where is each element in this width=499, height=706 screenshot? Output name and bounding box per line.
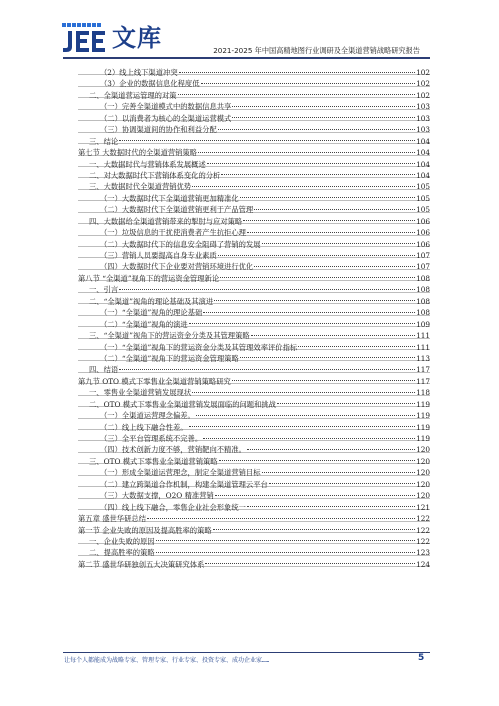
toc-leader-dots <box>232 110 415 121</box>
toc-entry-label: （一）“全渠道”视角下的营运资金分类及其管理效率评价指标 <box>100 342 298 352</box>
table-of-contents <box>78 64 430 567</box>
toc-entry-label: 二、提高胜率的策略 <box>89 548 155 558</box>
toc-leader-dots <box>262 236 416 247</box>
toc-leader-dots <box>254 258 415 269</box>
toc-entry-label: 二、“全渠道”视角的理论基础及其演进 <box>89 296 214 306</box>
toc-entry-label: 四、大数据给全渠道营销带来的掣肘与应对策略 <box>89 216 243 226</box>
toc-entry-label: 一、零售业全渠道营销发展现状 <box>89 388 192 398</box>
toc-leader-dots <box>119 281 415 292</box>
toc-entry-page: 108 <box>416 273 430 283</box>
logo-text: 文库 <box>112 24 162 52</box>
toc-entry-label: （三）营销人员要提高自身专业素质 <box>100 251 217 260</box>
toc-entry-page: 119 <box>416 434 430 443</box>
toc-entry-label: （一）垃圾信息的干扰使消费者产生抗拒心理 <box>100 228 246 238</box>
toc-entry-label: （一）全渠道运营理念偏差。 <box>100 411 195 421</box>
toc-entry-page: 122 <box>416 525 430 535</box>
toc-entry-page: 105 <box>416 182 430 192</box>
toc-entry-label: （三）协调渠道间的协作和利益分配 <box>100 125 217 135</box>
toc-entry-page: 106 <box>416 228 430 238</box>
toc-entry-label: （二）建立跨渠道合作机制，构建全渠道管理云平台 <box>100 479 268 489</box>
toc-leader-dots <box>213 522 415 533</box>
toc-entry-page: 120 <box>416 491 430 501</box>
toc-leader-dots <box>220 270 415 281</box>
toc-leader-dots <box>147 510 415 521</box>
toc-leader-dots <box>207 156 415 167</box>
toc-entry-label: （一）大数据时代下全渠道营销更加精准化 <box>100 193 239 203</box>
toc-leader-dots <box>247 441 415 452</box>
toc-entry-label: （二）以消费者为核心的全渠道运营模式 <box>100 113 232 123</box>
toc-leader-dots <box>179 64 415 75</box>
toc-entry-page: 117 <box>416 376 430 386</box>
toc-entry-page: 119 <box>416 399 430 409</box>
logo-mark-icon <box>62 23 108 53</box>
toc-entry-label: （一）“全渠道”视角的理论基础 <box>100 308 203 318</box>
toc-entry-label: 二、对大数据时代下营销体系变化的分析 <box>89 170 221 180</box>
toc-entry-label: 四、结语 <box>89 365 119 375</box>
toc-leader-dots <box>178 87 416 98</box>
toc-entry-page: 117 <box>416 365 430 375</box>
toc-leader-dots <box>119 133 415 144</box>
toc-entry-page: 119 <box>416 411 430 421</box>
toc-entry-page: 104 <box>416 136 430 146</box>
toc-entry-page: 121 <box>416 502 430 512</box>
toc-leader-dots <box>243 213 415 224</box>
toc-entry[interactable] <box>78 361 430 375</box>
toc-leader-dots <box>251 327 415 338</box>
toc-leader-dots <box>219 453 415 464</box>
toc-leader-dots <box>215 487 415 498</box>
page-number: 5 <box>418 653 425 663</box>
toc-entry-label: （一）形成全渠道运营理念，制定全渠道营销目标 <box>100 468 261 478</box>
toc-entry-page: 109 <box>416 319 430 329</box>
toc-entry-page: 104 <box>416 170 430 180</box>
toc-leader-dots <box>218 247 415 258</box>
toc-entry-label: （3）企业的数据信息化程度低 <box>100 79 200 89</box>
toc-entry-page: 108 <box>416 296 430 306</box>
toc-entry-label: 第一节 企业失败的原因及提高胜率的策略 <box>78 525 212 535</box>
toc-leader-dots <box>203 304 415 315</box>
toc-entry-page: 118 <box>416 388 430 398</box>
logo <box>62 20 162 56</box>
toc-entry-label: （二）“全渠道”视角的演进 <box>100 319 188 329</box>
toc-leader-dots <box>218 121 415 132</box>
toc-entry-page: 111 <box>416 331 430 341</box>
toc-entry-label: （二）大数据时代下的信息安全阻碍了营销的发展 <box>100 239 261 249</box>
toc-entry-page: 123 <box>416 548 430 558</box>
toc-entry-page: 102 <box>416 90 430 100</box>
toc-entry-page: 105 <box>416 193 430 203</box>
toc-leader-dots <box>232 98 415 109</box>
toc-leader-dots <box>201 75 416 86</box>
toc-entry-label: （二）“全渠道”视角下的营运资金管理策略 <box>100 353 239 363</box>
toc-entry-page: 105 <box>416 205 430 215</box>
toc-leader-dots <box>262 464 416 475</box>
toc-leader-dots <box>156 544 415 555</box>
toc-leader-dots <box>196 407 415 418</box>
toc-entry[interactable] <box>78 281 430 295</box>
toc-entry-page: 107 <box>416 262 430 272</box>
toc-leader-dots <box>298 339 415 350</box>
toc-entry-label: （四）技术创新力度不够，营销靶向不精准。 <box>100 445 246 455</box>
toc-entry-label: （三）全平台管理系统不完善。 <box>100 434 203 443</box>
toc-leader-dots <box>189 316 415 327</box>
toc-leader-dots <box>240 350 415 361</box>
toc-entry-page: 120 <box>416 479 430 489</box>
toc-entry-label: 一、大数据时代与营销体系发展概述 <box>89 159 206 169</box>
toc-leader-dots <box>189 419 416 430</box>
toc-entry-label: （2）线上线下渠道冲突 <box>100 68 178 77</box>
toc-entry-label: （二）大数据时代下全渠道营销更利于产品管理 <box>100 205 254 215</box>
toc-entry-page: 124 <box>416 559 430 569</box>
footer-slogan: 让每个人都能成为战略专家、管理专家、行业专家、投资专家、成功企业家…… <box>64 657 270 664</box>
toc-entry[interactable] <box>78 144 430 158</box>
toc-entry-label: 第五章 盛世华研总结 <box>78 514 146 524</box>
toc-entry-label: 一、企业失败的原因 <box>89 536 155 546</box>
toc-leader-dots <box>205 556 415 567</box>
toc-leader-dots <box>198 144 415 155</box>
toc-entry-label: 三、OTO 模式下零售业全渠道营销策略 <box>89 456 218 466</box>
toc-entry-page: 119 <box>416 422 430 432</box>
toc-entry-label: 二、全渠道营运管理的对策 <box>89 90 177 100</box>
toc-entry-page: 108 <box>416 285 430 295</box>
toc-leader-dots <box>203 430 415 441</box>
footer-divider <box>63 652 430 653</box>
toc-entry[interactable] <box>78 64 430 75</box>
toc-entry-label: 三、大数据时代全渠道营销优势 <box>89 182 192 192</box>
toc-entry-page: 102 <box>416 68 430 77</box>
toc-leader-dots <box>232 373 415 384</box>
toc-entry-label: 二、OTO 模式下零售业全渠道营销发展面临的问题和挑战 <box>89 399 276 409</box>
toc-entry-page: 106 <box>416 239 430 249</box>
toc-entry-label: （四）线上线下融合，零售企业社会形象统一 <box>100 502 246 512</box>
toc-leader-dots <box>254 201 415 212</box>
toc-entry-label: 第九节 OTO 模式下零售业全渠道营销策略研究 <box>78 376 231 386</box>
toc-entry-label: 一、引言 <box>89 285 119 295</box>
toc-entry-page: 108 <box>416 308 430 318</box>
toc-leader-dots <box>192 178 415 189</box>
toc-entry-page: 120 <box>416 445 430 455</box>
toc-entry-label: （一）完善全渠道模式中的数据信息共享 <box>100 102 232 112</box>
toc-leader-dots <box>221 167 415 178</box>
toc-leader-dots <box>240 190 415 201</box>
toc-entry-page: 106 <box>416 216 430 226</box>
toc-entry[interactable] <box>78 293 430 304</box>
toc-entry-page: 102 <box>416 79 430 89</box>
toc-entry[interactable] <box>78 373 430 384</box>
toc-entry-page: 107 <box>416 251 430 260</box>
toc-entry-label: 第二节 盛世华研独创五大决策研究体系 <box>78 559 205 569</box>
toc-entry-page: 120 <box>416 456 430 466</box>
toc-entry-label: 三、“全渠道”视角下的营运资金分类及其管理策略 <box>89 331 250 341</box>
toc-entry-page: 111 <box>416 342 430 352</box>
toc-entry[interactable] <box>78 133 430 144</box>
toc-entry-page: 103 <box>416 125 430 135</box>
toc-entry-page: 104 <box>416 159 430 169</box>
toc-leader-dots <box>247 499 415 510</box>
toc-entry-page: 104 <box>416 148 430 158</box>
toc-leader-dots <box>277 396 415 407</box>
toc-entry-label: （三）大数据支撑，O2O 精准营销 <box>100 491 214 501</box>
toc-entry-label: （四）大数据时代下企业要对营销环境进行优化 <box>100 262 254 272</box>
toc-entry-page: 120 <box>416 468 430 478</box>
toc-leader-dots <box>269 476 415 487</box>
toc-leader-dots <box>156 533 415 544</box>
toc-entry-page: 103 <box>416 113 430 123</box>
toc-entry-page: 113 <box>416 353 430 363</box>
toc-leader-dots <box>192 384 415 395</box>
toc-entry-label: 第七节 大数据时代的全渠道营销策略 <box>78 148 198 158</box>
report-title: 2021-2025 年中国高精地图行业调研及全渠道营销战略研究报告 <box>213 46 420 55</box>
toc-leader-dots <box>214 293 415 304</box>
toc-entry-label: （二）线上线下融合性差。 <box>100 422 188 432</box>
toc-entry-label: 三、结论 <box>89 136 119 146</box>
page-header <box>0 0 499 62</box>
toc-leader-dots <box>247 224 415 235</box>
toc-entry-page: 103 <box>416 102 430 112</box>
toc-entry-page: 122 <box>416 536 430 546</box>
toc-entry-label: 第八节 “全渠道”视角下的营运资金管理新论 <box>78 273 220 283</box>
header-divider <box>63 57 430 59</box>
toc-entry-page: 122 <box>416 514 430 524</box>
toc-leader-dots <box>119 361 415 372</box>
